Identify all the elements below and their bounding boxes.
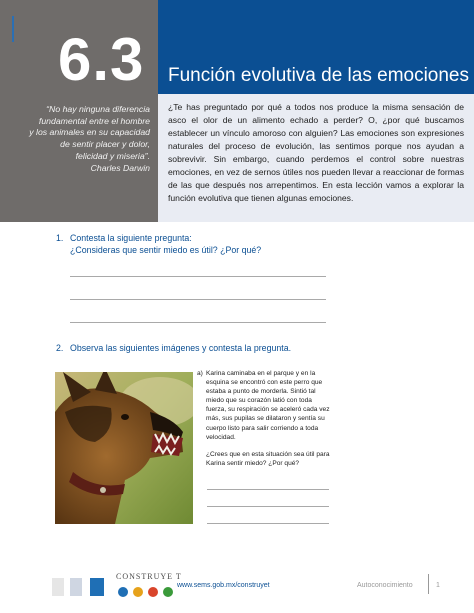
quote-line: felicidad y miseria”. [75,150,150,161]
answer-line[interactable] [207,523,329,524]
sep-logo-icon [52,578,64,596]
intro-paragraph: ¿Te has preguntado por qué a todos nos produce la misma sensación de asco el olor de un alimento echado a perder? O, ¿por qué buscamos establecer un vínculo amoroso con alguien? Las emociones son expresiones naturales del proceso de evolución, las sentimos porque nos ayudan a sobrevivir. Sin embargo, cuando perdemos el control sobre nuestras emociones, en vez de sernos útiles nos pueden llevar a reaccionar de formas de las que después nos arrepentimos. En esta lección vamos a explorar la función evolutiva que tienen algunas emociones. [168,102,464,204]
footer [0,570,474,613]
snarling-dog-image [55,372,193,524]
item-a [197,369,331,468]
answer-line[interactable] [70,322,326,323]
question-2-number: 2. [56,343,64,353]
orange-dot-icon [133,587,143,597]
page-number: 1 [436,582,440,589]
answer-line[interactable] [70,299,326,300]
lesson-title: Función evolutiva de las emociones [168,65,470,86]
footer-url-link[interactable]: www.sems.gob.mx/construyet [177,582,270,589]
blue-dot-icon [118,587,128,597]
question-1-prompt: ¿Consideras que sentir miedo es útil? ¿Por qué? [70,245,262,256]
footer-divider [428,574,429,594]
quote-line: de sentir placer y dolor, [60,139,150,150]
quote-line: fundamental entre el hombre [38,115,150,126]
lesson-number: 6.3 [58,26,145,93]
quote-author: Charles Darwin [90,162,150,173]
quote-line: “No hay ninguna diferencia [46,104,150,114]
brand-dots [118,584,178,602]
construye-t-brand: CONSTRUYE T [116,572,182,581]
item-a-question: ¿Crees que en esta situación sea útil para Karina sentir miedo? ¿Por qué? [206,450,330,467]
question-2 [56,343,291,353]
answer-line[interactable] [207,506,329,507]
question-2-text: Observa las siguientes imágenes y contesta la pregunta. [70,343,292,353]
question-1 [56,232,261,257]
corner-mark [12,16,14,42]
epigraph-quote [18,104,150,174]
question-1-number: 1. [56,233,64,243]
question-1-instruction: Contesta la siguiente pregunta: [70,233,192,243]
undp-logo-icon [90,578,104,596]
dog-photo [55,372,193,524]
item-a-label: a) [197,370,203,377]
answer-line[interactable] [70,276,326,277]
red-dot-icon [148,587,158,597]
quote-line: y los animales en su capacidad [29,127,150,138]
sems-logo-icon [70,578,82,596]
footer-section: Autoconocimiento [357,582,413,589]
item-a-scenario: Karina caminaba en el parque y en la esquina se encontró con este perro que estaba a punto de morderla. Sintió tal miedo que su corazón latió con toda fuerza, su respiración se aceleró cada vez más, sus pupilas se dilataron y sentía su cuerpo listo para salir corriendo a toda velocidad. [206,370,330,441]
answer-line[interactable] [207,489,329,490]
green-dot-icon [163,587,173,597]
